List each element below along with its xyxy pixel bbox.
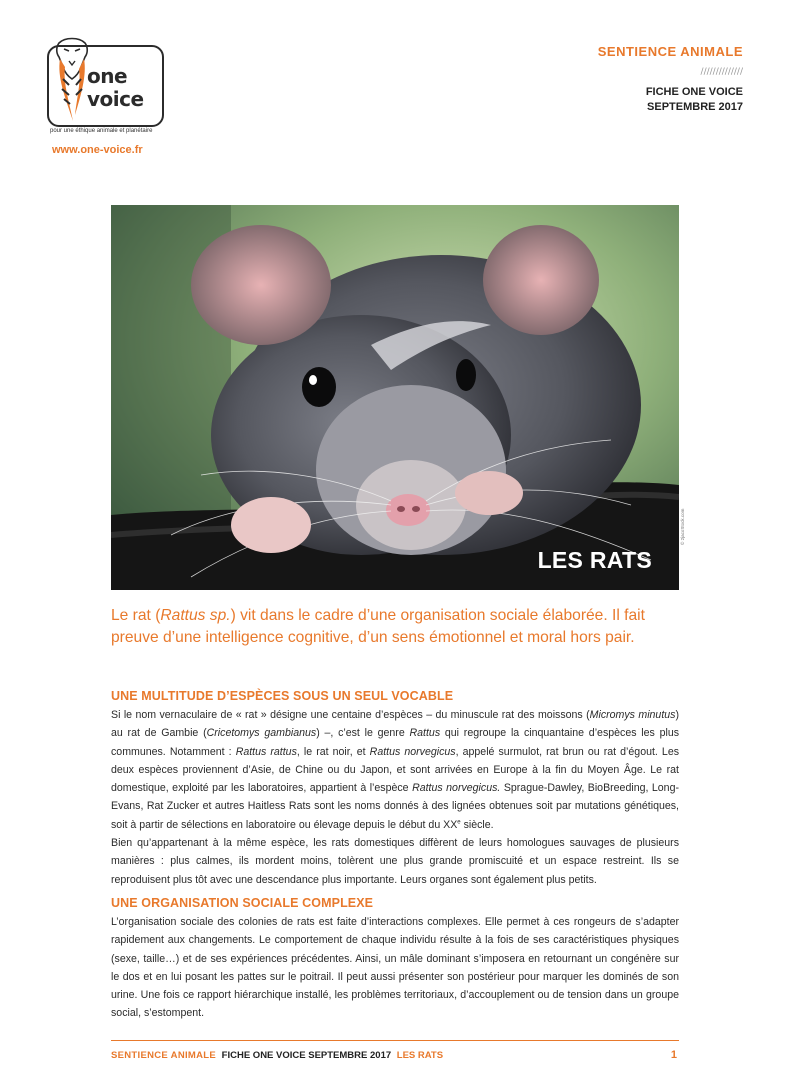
lead-text-2: ) vit dans le cadre d’une organisation sociale élaborée. Il fait preuve d’une intelligence cognitive, d’un sens émotionnel et moral hors pair. <box>111 607 645 646</box>
section-species <box>111 689 679 889</box>
species-name: Micromys minutus <box>589 709 676 721</box>
species-name: Rattus rattus <box>235 745 297 758</box>
superscript: e <box>457 819 461 826</box>
species-name: Rattus norvegicus <box>369 745 456 758</box>
species-name: Rattus <box>409 727 441 740</box>
header-fiche <box>598 85 743 115</box>
text-run: , appelé surmulot, rat brun ou rat d’égout. Les deux espèces proviennent d’Asie, de Chine ou du Japon, et sont arrivées en Europe à la fin du Moyen Âge. Le rat domestique, exploité par les laboratoires, appartient à l’espèce <box>111 745 680 795</box>
logo-tagline: pour une éthique animale et planétaire <box>50 128 153 134</box>
section-paragraph: L’organisation sociale des colonies de rats est faite d’interactions complexes. Elle permet à ces rongeurs de s’adapter rapidement aux changements. Le comportement de chaque individu résulte à la fois de ses caractéristiques physiques (sexe, taille…) et de ses expériences précédentes. Ainsi, un mâle dominant s’imposera en retournant un congénère sur le dos et en lui posant les pattes sur le poitrail. Il peut aussi présenter son postérieur pour marquer les dominés de son urine. Une fois ce rapport hiérarchique installé, les problèmes territoriaux, d’accouplement ou de tension dans un groupe social, s’estompent. <box>111 916 679 1020</box>
species-name: Rattus norvegicus. <box>412 782 501 795</box>
footer-fiche: FICHE ONE VOICE SEPTEMBRE 2017 <box>221 1050 392 1061</box>
rat-photo <box>111 205 679 590</box>
header-info <box>598 44 743 115</box>
footer-title: LES RATS <box>396 1050 444 1061</box>
website-link[interactable]: www.one-voice.fr <box>52 144 143 156</box>
text-run: ) au rat de Gambie ( <box>111 709 679 740</box>
header-hatch-divider: ////////////// <box>700 67 743 77</box>
text-run: Sprague-Dawley, BioBreeding, Long-Evans, Rat Zucker et autres Haitless Rats sont les noms donnés à des lignées obtenues soit par mutations génétiques, soit à partir de sélections en laboratoire ou élevage depuis le début du XX <box>111 782 679 831</box>
footer-section: SENTIENCE ANIMALE <box>111 1050 217 1061</box>
tiger-logo-icon <box>55 37 89 123</box>
page-number: 1 <box>670 1049 677 1061</box>
header-fiche-line1: FICHE ONE VOICE <box>645 86 743 98</box>
lead-paragraph <box>111 605 679 649</box>
lead-text-1: Le rat ( <box>111 607 161 624</box>
rat-illustration <box>111 205 679 590</box>
text-run: , le rat noir, et <box>296 745 370 758</box>
logo-word-voice: voice <box>87 87 144 111</box>
text-run: ) –, c’est le genre <box>316 727 410 740</box>
section-paragraph <box>111 706 679 834</box>
one-voice-logo <box>47 45 164 127</box>
header-fiche-line2: SEPTEMBRE 2017 <box>647 101 743 113</box>
species-name: Cricetomys gambianus <box>206 727 317 740</box>
footer-divider <box>111 1040 679 1041</box>
header-section-label: SENTIENCE ANIMALE <box>597 44 743 59</box>
text-run: qui regroupe la cinquantaine d’espèces les plus communes. Notamment : <box>111 727 680 758</box>
page-footer <box>111 1050 679 1061</box>
photo-title: LES RATS <box>537 547 652 573</box>
section-heading: UNE MULTITUDE D’ESPÈCES SOUS UN SEUL VOCABLE <box>111 689 454 703</box>
lead-species-name: Rattus sp. <box>160 607 231 624</box>
logo-word-one: one <box>87 64 128 88</box>
photo-credit: © 2jacoStock.com <box>680 508 685 545</box>
text-run: siècle. <box>460 818 494 831</box>
section-social-organisation <box>111 896 679 1023</box>
text-run: Si le nom vernaculaire de « rat » désigne une centaine d’espèces – du minuscule rat des moissons ( <box>111 709 590 721</box>
section-paragraph: Bien qu’appartenant à la même espèce, les rats domestiques diffèrent de leurs homologues sauvages de plusieurs manières : plus calmes, ils mordent moins, tolèrent une plus grande promiscuité et un espace restreint. Ils se reproduisent plus tôt avec une descendance plus importante. Leurs organes sont également plus petits. <box>111 837 679 886</box>
section-heading: UNE ORGANISATION SOCIALE COMPLEXE <box>111 896 374 910</box>
